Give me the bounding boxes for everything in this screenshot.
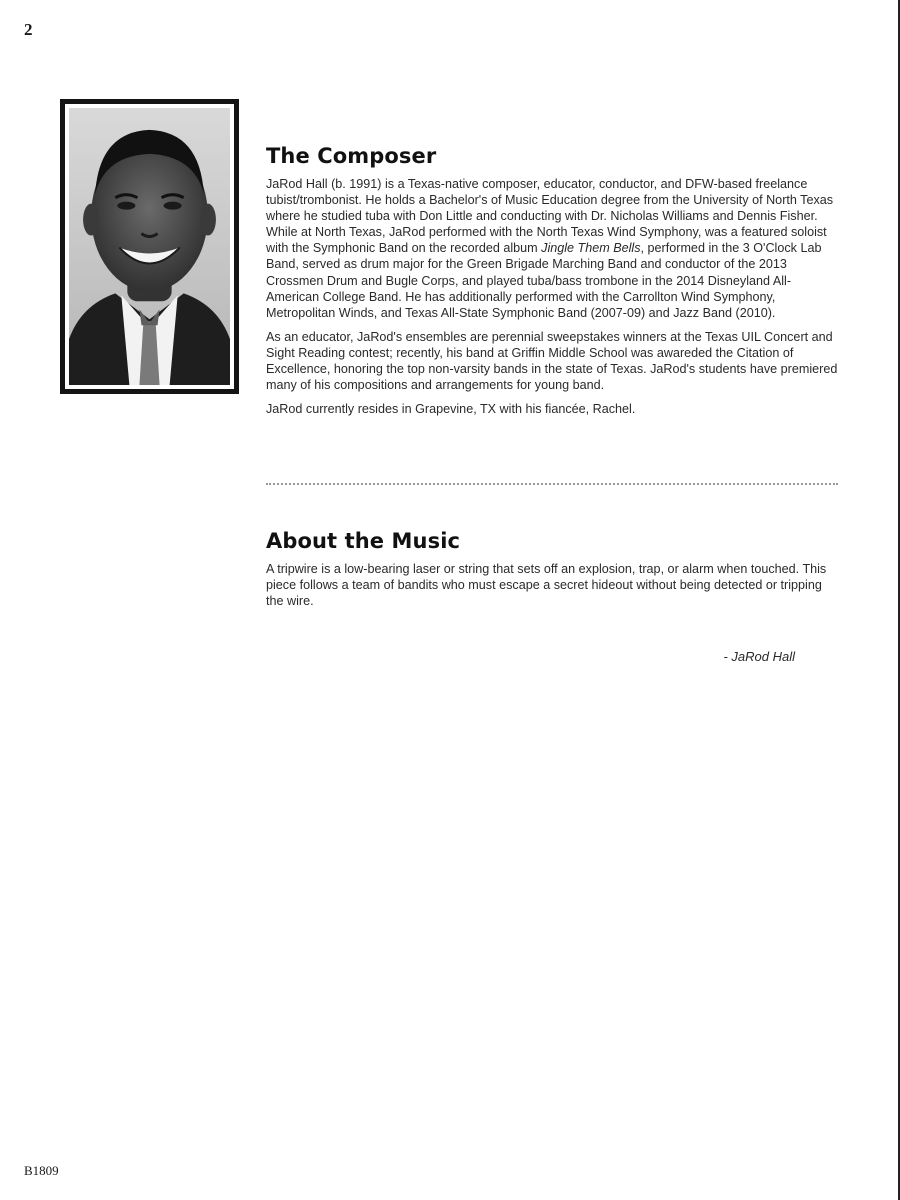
composer-section: [266, 144, 840, 425]
composer-heading: The Composer: [266, 144, 437, 168]
composer-bio-paragraph: [266, 176, 840, 321]
composer-educator-paragraph: As an educator, JaRod's ensembles are perennial sweepstakes winners at the Texas UIL Concert and Sight Reading contest; recently, his band at Griffin Middle School was awareded the Citation of Excellence, honoring the top non-varsity bands in the state of Texas. JaRod's students have premiered many of his compositions and arrangements for young band.: [266, 329, 838, 393]
dotted-divider: [266, 483, 838, 485]
album-title: Jingle Them Bells: [541, 241, 641, 256]
about-music-heading: About the Music: [266, 529, 461, 553]
publication-code: B1809: [24, 1163, 59, 1178]
bio-text-part-1: JaRod Hall (b. 1991) is a Texas-native composer, educator, conductor, and DFW-based freelance tubist/trombonist. He holds a Bachelor's of Music Education degree from the University of North Texas where he studied tuba with Don Little and conducting with Dr. Nicholas Williams and Dennis Fisher. While at North Texas, JaRod performed with the North Texas Wind Symphony, was a featured soloist with the Symphonic Band on the recorded album: [266, 177, 834, 256]
composer-portrait: [60, 99, 239, 394]
composer-residence-paragraph: JaRod currently resides in Grapevine, TX with his fiancée, Rachel.: [266, 402, 636, 417]
author-signature: - JaRod Hall: [723, 649, 795, 664]
portrait-photo: [69, 108, 230, 385]
bio-text-part-2: , performed in the 3 O'Clock Lab Band, served as drum major for the Green Brigade Marching Band and conductor of the 2013 Crossmen Drum and Bugle Corps, and played tuba/bass trombone in the 2014 Disneyland All-American College Band. He has additionally performed with the Carrollton Wind Symphony, Metropolitan Winds, and Texas All-State Symphonic Band (2007-09) and Jazz Band (2010).: [266, 241, 822, 320]
page-number: 2: [24, 20, 33, 39]
about-music-section: [266, 529, 840, 617]
about-music-paragraph: A tripwire is a low-bearing laser or string that sets off an explosion, trap, or alarm when touched. This piece follows a team of bandits who must escape a secret hideout without being detected or tripping the wire.: [266, 562, 827, 609]
